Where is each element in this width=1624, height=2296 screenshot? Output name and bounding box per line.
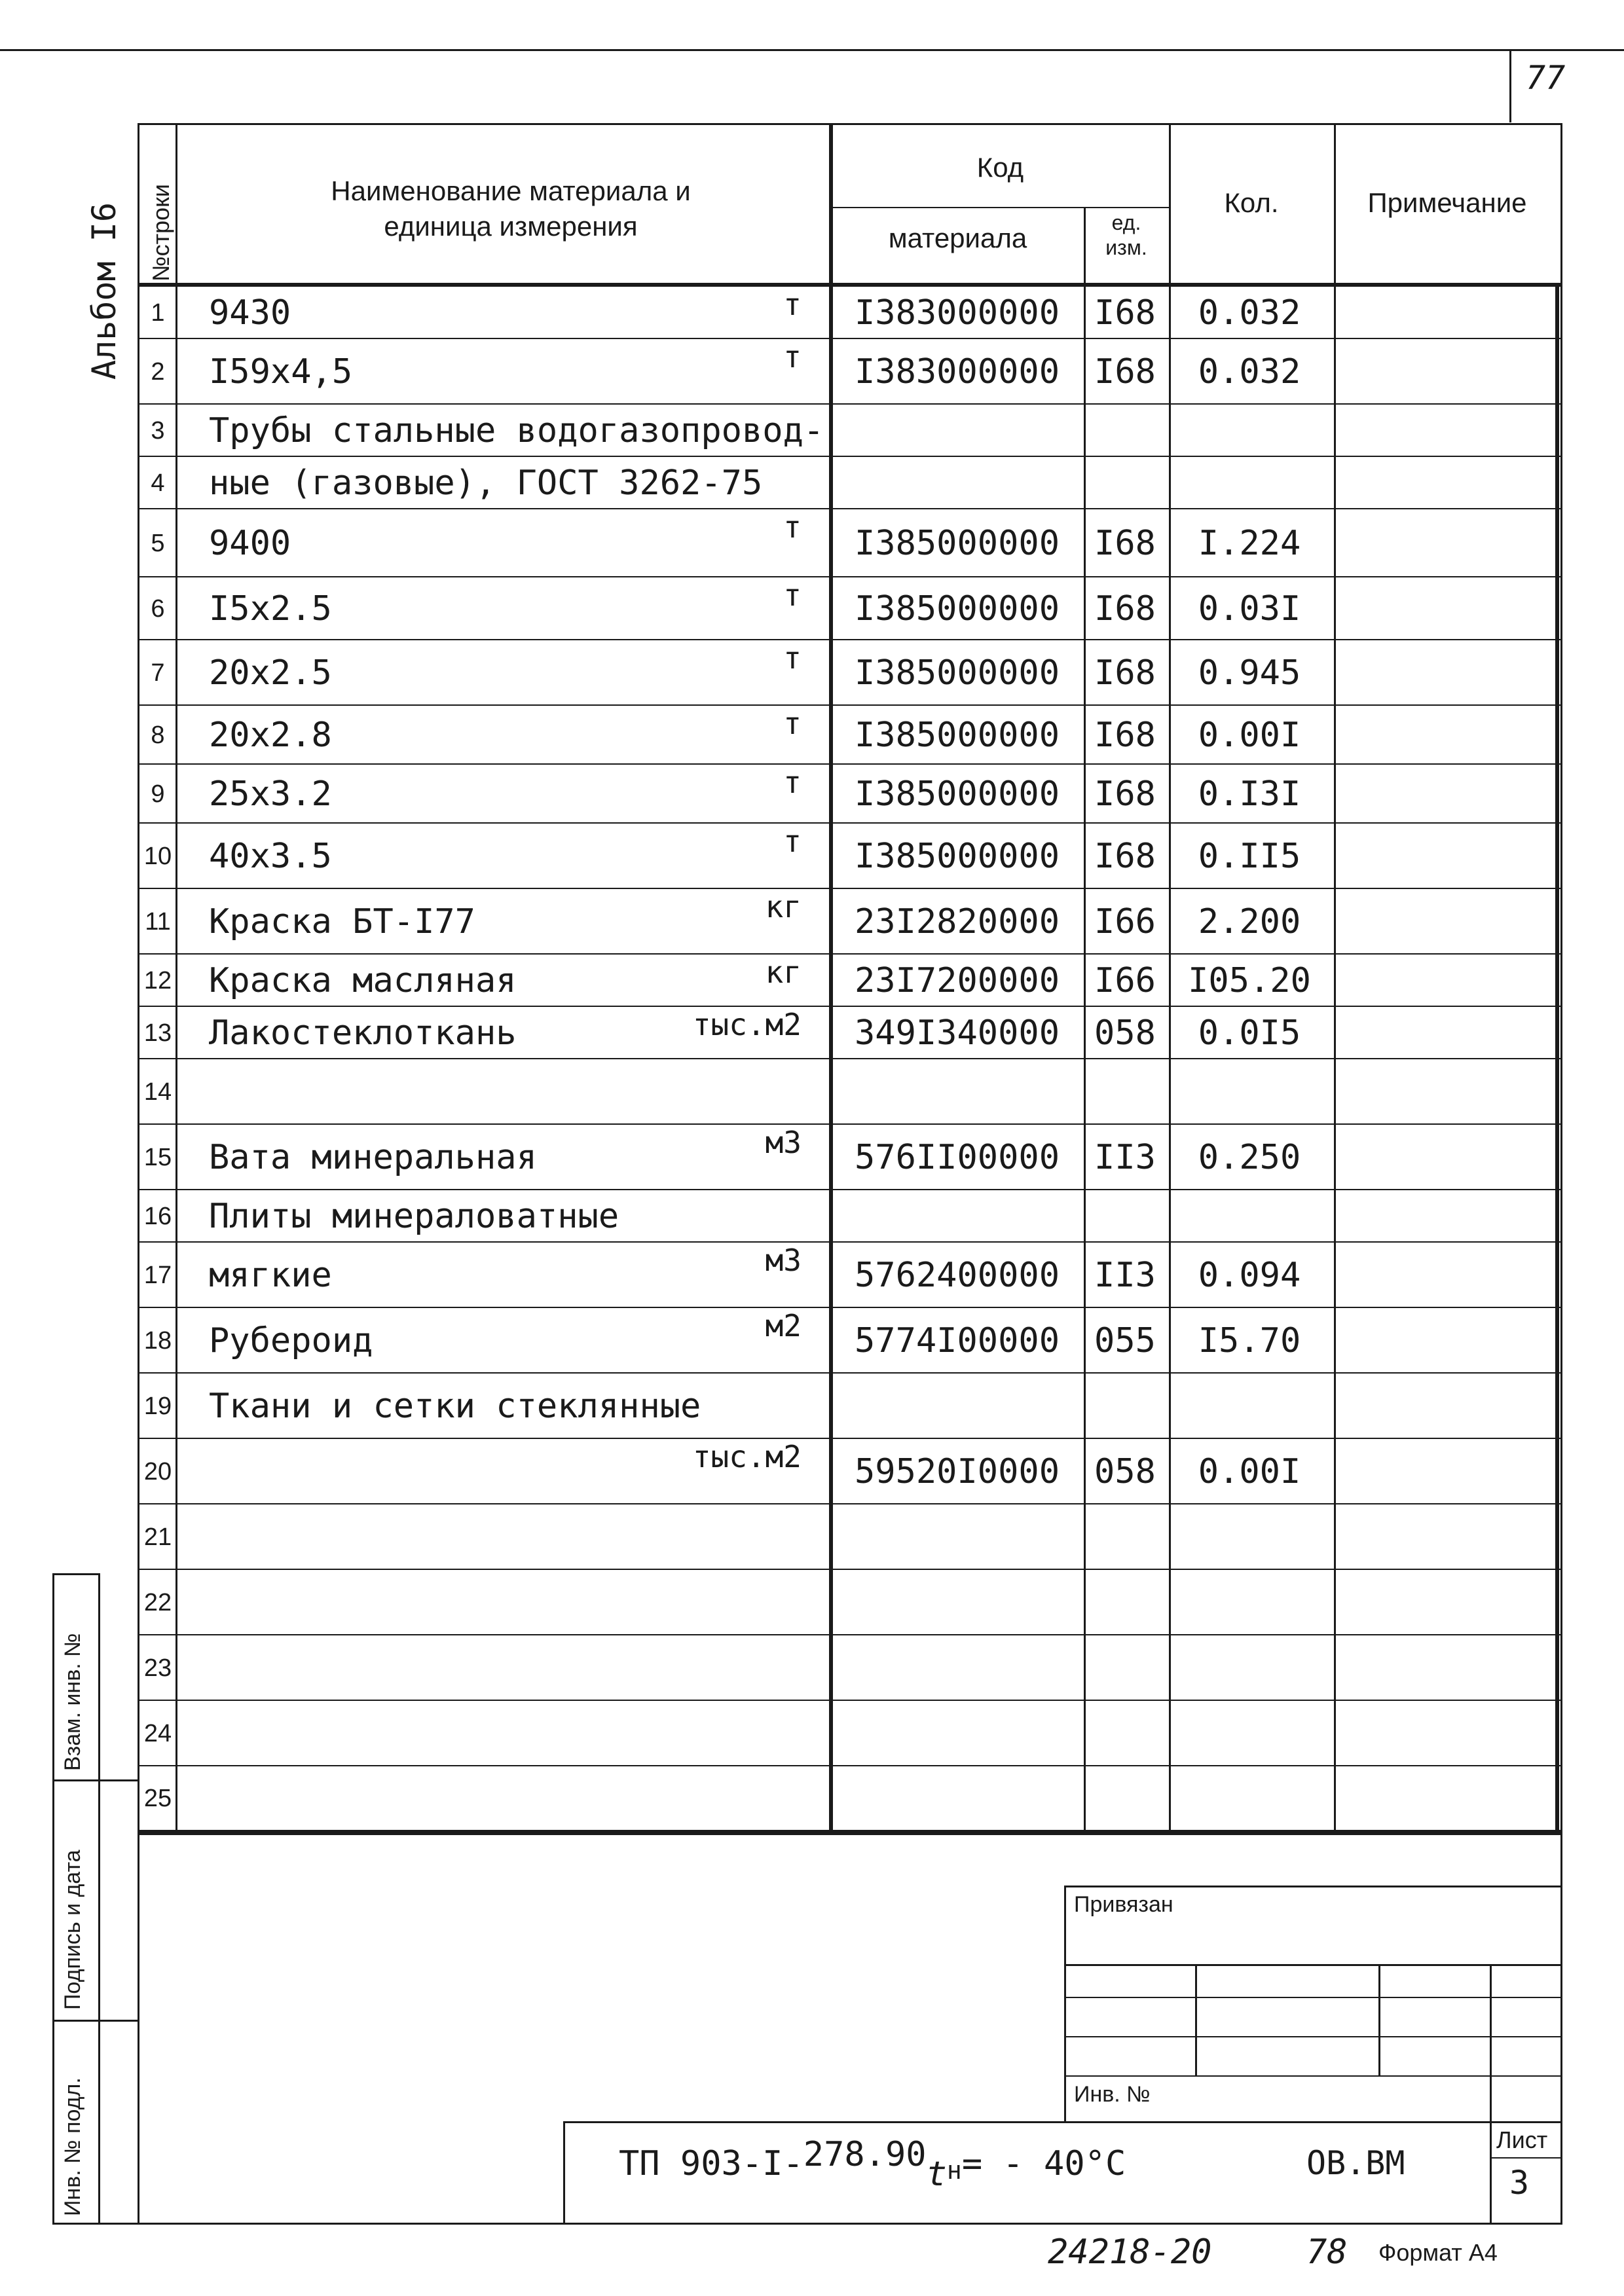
row-number: 8 (151, 721, 165, 749)
row-number: 11 (145, 907, 171, 936)
stamp-title-top (563, 2121, 1562, 2123)
quantity: 0.0I5 (1198, 1013, 1301, 1053)
quantity: 0.032 (1198, 352, 1301, 392)
table-row (139, 1059, 1560, 1125)
table-row (139, 1570, 1560, 1635)
material-name: 40x3.5 (209, 837, 332, 876)
stamp-linked-left (1064, 1886, 1066, 2121)
material-code: 23I7200000 (854, 961, 1060, 1000)
material-code: I383000000 (854, 352, 1060, 392)
table-row (139, 287, 1560, 339)
material-name: Краска масляная (209, 961, 517, 1000)
material-unit: т (783, 640, 802, 676)
material-code: I385000000 (854, 653, 1060, 693)
row-number: 13 (143, 1019, 172, 1047)
unit-code: I68 (1094, 653, 1156, 693)
top-border (0, 49, 1624, 51)
quantity: 0.00I (1198, 716, 1301, 755)
stamp-grid-v1 (1195, 1964, 1197, 2075)
quantity: I5.70 (1198, 1321, 1301, 1360)
material-code: 59520I0000 (854, 1452, 1060, 1491)
frame-top (138, 123, 1562, 125)
stamp-grid-h3 (1064, 2036, 1562, 2037)
quantity: 0.032 (1198, 293, 1301, 333)
row-number: 14 (143, 1078, 172, 1106)
unit-code: II3 (1094, 1256, 1156, 1295)
quantity: 0.945 (1198, 653, 1301, 693)
material-name: мягкие (209, 1256, 332, 1295)
footer-handwritten-code: 24218-20 (1048, 2232, 1212, 2272)
stamp-grid-h4 (1064, 2075, 1562, 2077)
side-stamp-div1 (52, 1779, 139, 1781)
unit-code: I68 (1094, 524, 1156, 563)
stamp-sheet-divider (1490, 2157, 1562, 2159)
material-unit: т (783, 577, 802, 613)
table-row (139, 1504, 1560, 1570)
material-name: Краска БТ-I77 (209, 902, 475, 941)
table-row (139, 339, 1560, 405)
table-row (139, 1635, 1560, 1701)
table-row (139, 765, 1560, 824)
header-code-divider (830, 207, 1171, 208)
table-row (139, 1243, 1560, 1308)
table-row (139, 1007, 1560, 1059)
stamp-grid-v2 (1378, 1964, 1380, 2075)
material-name: I5x2.5 (209, 589, 332, 629)
quantity: 0.II5 (1198, 837, 1301, 876)
header-note: Примечание (1367, 187, 1527, 218)
row-number: 2 (151, 357, 165, 386)
stamp-inv-no: Инв. № (1074, 2082, 1151, 2107)
row-number: 5 (151, 529, 165, 557)
stamp-mark: ОВ.ВМ (1306, 2144, 1405, 2182)
stamp-doc-number (619, 2135, 1126, 2194)
material-name: I59x4,5 (209, 352, 353, 392)
row-number: 9 (151, 780, 165, 808)
material-unit: т (783, 765, 802, 800)
material-unit: кг (765, 889, 802, 924)
quantity: 2.200 (1198, 902, 1301, 941)
stamp-sheet-no: 3 (1509, 2164, 1530, 2202)
material-unit: тыс.м2 (692, 1439, 802, 1474)
quantity: I05.20 (1188, 961, 1311, 1000)
table-row (139, 889, 1560, 955)
material-code: I385000000 (854, 837, 1060, 876)
material-code: I385000000 (854, 524, 1060, 563)
unit-code: I68 (1094, 716, 1156, 755)
unit-code: I68 (1094, 293, 1156, 333)
material-name: 20x2.8 (209, 716, 332, 755)
header-name-line2: единица измерения (384, 211, 638, 242)
footer-page-code: 78 (1306, 2232, 1348, 2272)
material-unit: т (783, 509, 802, 545)
row-number: 25 (143, 1785, 172, 1812)
stamp-temp-sub: н (946, 2156, 962, 2185)
table-row (139, 509, 1560, 577)
header-code-unit: ед. (1111, 211, 1141, 234)
side-stamp-inv-orig: Инв. № подл. (60, 2077, 85, 2216)
material-name: 9430 (209, 293, 291, 333)
row-number: 15 (143, 1143, 172, 1171)
row-number: 4 (151, 469, 165, 497)
material-name: Лакостеклоткань (209, 1013, 517, 1053)
header-row-no: №строки (147, 183, 174, 282)
row-number: 18 (143, 1326, 172, 1355)
table-row (139, 1766, 1560, 1831)
stamp-grid-h2 (1064, 1997, 1562, 1998)
page-number-box-border (1509, 49, 1511, 122)
table-row (139, 1439, 1560, 1504)
side-stamp-top (52, 1573, 100, 1575)
material-unit: т (783, 706, 802, 741)
unit-code: 058 (1094, 1013, 1156, 1053)
table-row (139, 577, 1560, 640)
unit-code: 058 (1094, 1452, 1156, 1491)
row-number: 3 (151, 416, 165, 445)
quantity: I.224 (1198, 524, 1301, 563)
material-code: 5762400000 (854, 1256, 1060, 1295)
row-divider (138, 1830, 1562, 1831)
material-unit: м2 (765, 1308, 802, 1343)
row-number: 7 (151, 659, 165, 687)
table-row (139, 1374, 1560, 1439)
material-code: 5774I00000 (854, 1321, 1060, 1360)
unit-code: 055 (1094, 1321, 1156, 1360)
material-code: I385000000 (854, 716, 1060, 755)
quantity: 0.00I (1198, 1452, 1301, 1491)
table-row (139, 1125, 1560, 1190)
material-name: 25x3.2 (209, 774, 332, 814)
unit-code: I66 (1094, 902, 1156, 941)
header-qty: Кол. (1224, 187, 1279, 218)
row-number: 19 (143, 1392, 172, 1420)
header-code-unit-line2: изм. (1105, 236, 1147, 259)
material-code: 576II00000 (854, 1138, 1060, 1177)
table-bottom-line (138, 1831, 1562, 1835)
header-name: Наименование материала и (331, 175, 691, 206)
stamp-grid-h1 (1064, 1964, 1562, 1966)
material-code: I385000000 (854, 774, 1060, 814)
unit-code: I68 (1094, 837, 1156, 876)
side-stamp-bottom (52, 2223, 139, 2225)
material-name: Трубы стальные водогазопровод- (209, 411, 824, 450)
stamp-doc-number-value: 278.90 (803, 2135, 927, 2174)
side-stamp-signature-date: Подпись и дата (60, 1850, 85, 2010)
quantity: 0.I3I (1198, 774, 1301, 814)
row-number: 20 (143, 1457, 172, 1485)
material-unit: тыс.м2 (692, 1007, 802, 1042)
frame-right (1560, 123, 1562, 2225)
row-number: 21 (143, 1523, 172, 1551)
table-row (139, 405, 1560, 457)
stamp-doc-prefix: ТП 903-I- (619, 2144, 803, 2183)
material-name: Плиты минераловатные (209, 1197, 619, 1236)
table-row (139, 1701, 1560, 1766)
unit-code: I68 (1094, 774, 1156, 814)
row-number: 12 (143, 966, 172, 994)
side-stamp-replace-inv: Взам. инв. № (60, 1633, 85, 1771)
table-row (139, 457, 1560, 509)
material-name: Вата минеральная (209, 1138, 537, 1177)
row-number: 1 (151, 299, 165, 327)
frame-bottom (138, 2223, 1562, 2225)
header-code: Код (976, 152, 1024, 183)
side-stamp-right (98, 1573, 100, 2225)
side-stamp-left (52, 1573, 54, 2225)
table-row (139, 1190, 1560, 1243)
material-unit: т (783, 287, 802, 322)
page-number: 77 (1526, 59, 1566, 97)
stamp-grid-v3 (1490, 1964, 1492, 2223)
material-name: ные (газовые), ГОСТ 3262-75 (209, 464, 763, 503)
quantity: 0.03I (1198, 589, 1301, 629)
stamp-linked-label: Привязан (1074, 1892, 1173, 1917)
material-name: Ткани и сетки стеклянные (209, 1387, 701, 1426)
quantity: 0.250 (1198, 1138, 1301, 1177)
row-number: 24 (143, 1719, 172, 1747)
footer-format: Формат А4 (1378, 2239, 1498, 2266)
material-code: I383000000 (854, 293, 1060, 333)
table-row (139, 824, 1560, 889)
row-number: 16 (143, 1202, 172, 1230)
table-row (139, 955, 1560, 1007)
table-row (139, 706, 1560, 765)
row-number: 17 (143, 1261, 172, 1289)
material-unit: т (783, 824, 802, 859)
album-label: Альбом I6 (85, 202, 123, 380)
material-code: 23I2820000 (854, 902, 1060, 941)
material-unit: кг (765, 955, 802, 990)
row-number: 22 (143, 1588, 172, 1616)
unit-code: I68 (1094, 352, 1156, 392)
material-code: I385000000 (854, 589, 1060, 629)
unit-code: II3 (1094, 1138, 1156, 1177)
row-number: 10 (143, 842, 172, 870)
row-number: 23 (143, 1654, 172, 1682)
unit-code: I68 (1094, 589, 1156, 629)
material-name: Рубероид (209, 1321, 373, 1360)
table-row (139, 640, 1560, 706)
unit-code: I66 (1094, 961, 1156, 1000)
quantity: 0.094 (1198, 1256, 1301, 1295)
stamp-temp-value: = - 40°С (961, 2144, 1126, 2183)
stamp-temp-symbol: t (926, 2155, 947, 2194)
material-name: 20x2.5 (209, 653, 332, 693)
row-number: 6 (151, 594, 165, 623)
material-unit: м3 (765, 1243, 802, 1278)
stamp-sheet-label: Лист (1496, 2126, 1548, 2153)
stamp-title-left (563, 2121, 565, 2225)
material-name: 9400 (209, 524, 291, 563)
material-unit: т (783, 339, 802, 374)
header-code-material: материала (888, 223, 1027, 253)
material-unit: м3 (765, 1125, 802, 1160)
side-stamp-div2 (52, 2020, 139, 2022)
material-code: 349I340000 (854, 1013, 1060, 1053)
stamp-linked-top (1064, 1886, 1562, 1887)
table-row (139, 1308, 1560, 1374)
